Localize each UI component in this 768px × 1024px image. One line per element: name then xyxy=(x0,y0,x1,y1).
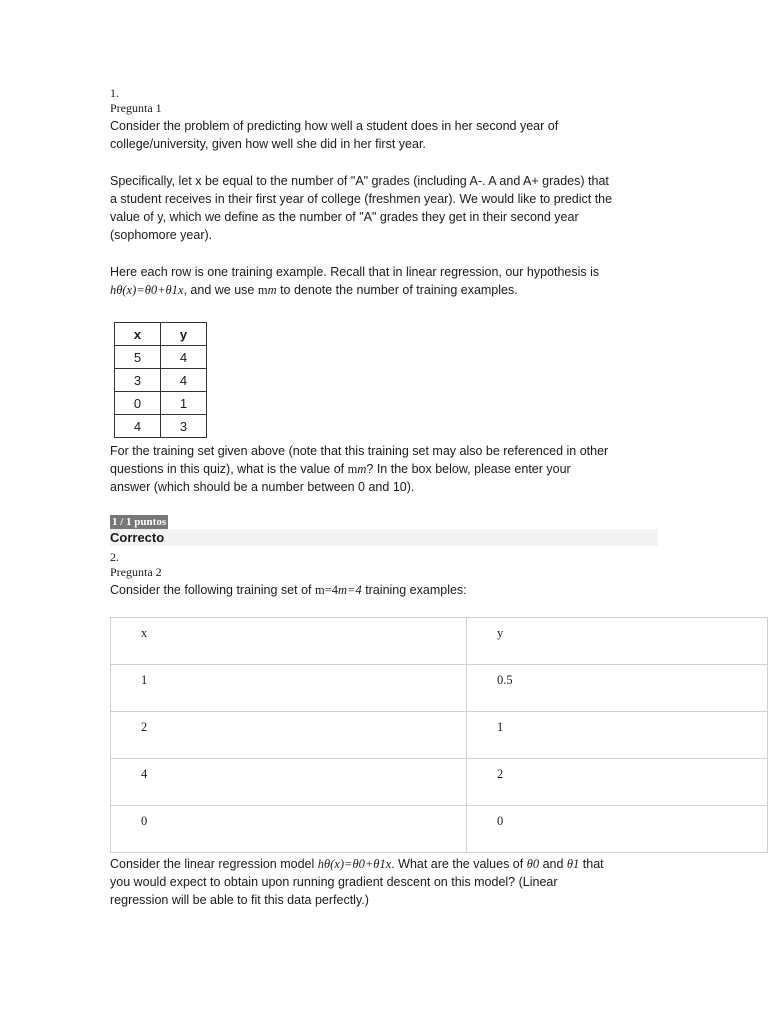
score-badge: 1 / 1 puntos xyxy=(112,516,167,528)
q1-for-line-2 xyxy=(110,460,670,478)
q1-for-line-1: For the training set given above (note that this training set may also be referenced in other xyxy=(110,444,609,458)
q1-question xyxy=(110,442,670,496)
table-row xyxy=(111,665,768,712)
question-2-label: Pregunta 2 xyxy=(110,565,162,579)
q2-question xyxy=(110,855,670,909)
question-2-number: 2. xyxy=(110,550,119,564)
table-header-x xyxy=(111,618,467,665)
table-cell: 5 xyxy=(115,346,161,369)
for-text-b: ? In the box below, please enter your xyxy=(366,462,571,476)
table-cell xyxy=(467,806,768,853)
model-text-c: that xyxy=(579,857,604,871)
table-cell: 4 xyxy=(115,415,161,438)
table-row xyxy=(111,712,768,759)
table-cell xyxy=(467,665,768,712)
q2-model-line xyxy=(110,855,670,873)
table-row xyxy=(115,415,207,438)
q2-line-2: you would expect to obtain upon running gradient descent on this model? (Linear xyxy=(110,875,558,889)
m-symbol-upright: m xyxy=(257,283,268,297)
table-cell: 3 xyxy=(161,415,207,438)
table-header-row xyxy=(111,618,768,665)
header-text: y xyxy=(497,626,504,640)
q1-hypothesis-line xyxy=(110,281,670,299)
table-cell xyxy=(111,759,467,806)
cell-text: 0 xyxy=(497,814,504,828)
cell-text: 4 xyxy=(141,767,148,781)
table-cell: 1 xyxy=(161,392,207,415)
q2-line-3: regression will be able to fit this data perfectly.) xyxy=(110,893,369,907)
feedback-bar xyxy=(110,529,658,546)
model-formula: hθ(x)=θ0+θ1x xyxy=(317,857,392,871)
q1-spec-line-2: a student receives in their first year of college (freshmen year). We would like to predict the xyxy=(110,192,613,206)
table-cell xyxy=(111,712,467,759)
m-symbol-italic: m xyxy=(357,462,367,476)
table-row xyxy=(111,759,768,806)
for-text-a: questions in this quiz), what is the value of xyxy=(110,462,348,476)
table-cell xyxy=(111,806,467,853)
q1-for-line-3: answer (which should be a number between 0 and 10). xyxy=(110,480,415,494)
q1-here-line: Here each row is one training example. Recall that in linear regression, our hypothesis is xyxy=(110,265,600,279)
status-correct: Correcto xyxy=(110,530,165,545)
and-text: and xyxy=(539,857,567,871)
m-equals-italic: m=4 xyxy=(338,583,362,597)
q1-specification xyxy=(110,172,670,244)
q1-spec-line-1: Specifically, let x be equal to the number of "A" grades (including A-. A and A+ grades) that xyxy=(110,174,609,188)
table-cell: 3 xyxy=(115,369,161,392)
table-header-y: y xyxy=(161,323,207,346)
q1-intro xyxy=(110,117,670,153)
table-cell xyxy=(467,759,768,806)
q1-intro-line-1: Consider the problem of predicting how well a student does in her second year of xyxy=(110,119,559,133)
table-row xyxy=(115,392,207,415)
m-symbol-upright: m xyxy=(347,462,358,476)
table-header-x: x xyxy=(115,323,161,346)
table-row xyxy=(115,369,207,392)
table-header-row xyxy=(115,323,207,346)
question-1-number: 1. xyxy=(110,86,119,100)
q1-training-table xyxy=(114,322,207,438)
m-equals-upright: m=4 xyxy=(314,583,339,597)
theta0-symbol: θ0 xyxy=(526,857,540,871)
model-text-b: . What are the values of xyxy=(391,857,527,871)
table-row xyxy=(115,346,207,369)
cell-text: 2 xyxy=(141,720,148,734)
hyp-text-a: , and we use xyxy=(183,283,258,297)
model-text-a: Consider the linear regression model xyxy=(110,857,318,871)
q1-hypothesis xyxy=(110,263,670,299)
q2-intro xyxy=(110,581,670,599)
table-cell: 4 xyxy=(161,369,207,392)
table-header-y xyxy=(467,618,768,665)
cell-text: 1 xyxy=(497,720,504,734)
header-text: x xyxy=(141,626,148,640)
cell-text: 2 xyxy=(497,767,504,781)
q1-intro-line-2: college/university, given how well she did in her first year. xyxy=(110,137,426,151)
q2-intro-text-a: Consider the following training set of xyxy=(110,583,315,597)
cell-text: 0.5 xyxy=(497,673,513,687)
cell-text: 1 xyxy=(141,673,148,687)
table-row xyxy=(111,806,768,853)
table-cell xyxy=(111,665,467,712)
question-1-label: Pregunta 1 xyxy=(110,101,162,115)
q1-spec-line-3: value of y, which we define as the number of "A" grades they get in their second year xyxy=(110,210,579,224)
q2-training-table xyxy=(110,617,768,853)
table-cell xyxy=(467,712,768,759)
q2-intro-text-b: training examples: xyxy=(361,583,467,597)
q1-spec-line-4: (sophomore year). xyxy=(110,228,213,242)
m-symbol-italic: m xyxy=(267,283,277,297)
cell-text: 0 xyxy=(141,814,148,828)
table-cell: 4 xyxy=(161,346,207,369)
hyp-text-b: to denote the number of training examples. xyxy=(276,283,518,297)
table-cell: 0 xyxy=(115,392,161,415)
hypothesis-formula: hθ(x)=θ0+θ1x xyxy=(110,283,184,297)
theta1-symbol: θ1 xyxy=(566,857,580,871)
